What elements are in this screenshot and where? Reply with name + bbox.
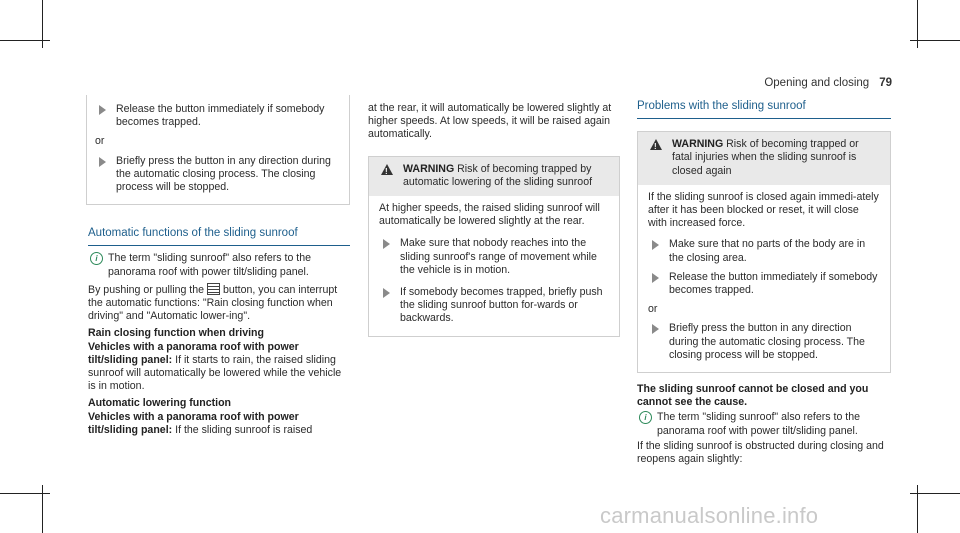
or-label: or: [648, 303, 658, 316]
arrow-icon: [652, 324, 659, 334]
bullet-item: Make sure that nobody reaches into the sliding sunroof's range of movement while the vehicle is in motion.: [379, 237, 609, 277]
warning-body: At higher speeds, the raised sliding sunroof will automatically be lowered slightly at the rear.: [379, 202, 600, 228]
crop-mark: [910, 493, 960, 494]
section-heading: Problems with the sliding sunroof: [637, 100, 891, 119]
instruction-box: [86, 95, 350, 205]
page-number: 79: [879, 77, 892, 89]
sub-heading: Rain closing function when driving: [88, 327, 264, 340]
bullet-item: Release the button immediately if somebody becomes trapped.: [95, 103, 339, 129]
arrow-icon: [652, 240, 659, 250]
crop-mark: [0, 493, 50, 494]
page-header: [764, 77, 892, 89]
arrow-icon: [383, 288, 390, 298]
info-icon: i: [639, 411, 652, 424]
arrow-icon: [99, 105, 106, 115]
bullet-item: Make sure that no parts of the body are in the closing area.: [648, 238, 880, 264]
sub-heading: Automatic lowering function: [88, 397, 232, 410]
arrow-icon: [99, 157, 106, 167]
crop-mark: [0, 40, 50, 41]
bullet-item: Briefly press the button in any direction during the automatic closing process. The closing process will be stopped.: [648, 322, 880, 362]
note: i The term "sliding sunroof" also refers to the panorama roof with power tilt/sliding panel.: [637, 411, 891, 437]
info-icon: i: [90, 252, 103, 265]
section-heading: Automatic functions of the sliding sunroof: [88, 227, 350, 246]
paragraph: If the sliding sunroof is obstructed during closing and reopens again slightly:: [637, 439, 884, 466]
column-2: [368, 102, 620, 337]
crop-mark: [910, 40, 960, 41]
paragraph: at the rear, it will automatically be lowered slightly at higher speeds. At low speeds, it will be raised again automatically.: [368, 102, 612, 141]
note: i The term "sliding sunroof" also refers to the panorama roof with power tilt/sliding panel.: [88, 252, 350, 278]
bullet-item: Release the button immediately if somebody becomes trapped.: [648, 271, 880, 297]
warning-body: If the sliding sunroof is closed again immedi-ately after it has been blocked or reset, it will close with increased force.: [648, 190, 879, 230]
warning-box: [368, 156, 620, 337]
sunroof-button-icon: [207, 283, 220, 295]
paragraph: Vehicles with a panorama roof with power tilt/sliding panel: If it starts to rain, the raised sliding sunroof will automatically be lowered while the vehicle is in motion.: [88, 340, 342, 393]
section-title: Opening and closing: [764, 77, 870, 89]
paragraph: By pushing or pulling the button, you can interrupt the automatic functions: "Rain closing function when driving" and "Automatic lower-ing".: [88, 283, 338, 323]
warning-icon: [650, 139, 662, 150]
paragraph: Vehicles with a panorama roof with power tilt/sliding panel: If the sliding sunroof is raised: [88, 410, 313, 436]
warning-header: ! WARNING Risk of becoming trapped or fatal injuries when the sliding sunroof is closed again: [638, 132, 890, 185]
bullet-item: Briefly press the button in any direction during the automatic closing process. The closing process will be stopped.: [95, 155, 339, 195]
arrow-icon: [383, 239, 390, 249]
column-3: [637, 100, 891, 466]
arrow-icon: [652, 273, 659, 283]
warning-box: [637, 131, 891, 373]
sub-heading: The sliding sunroof cannot be closed and you cannot see the cause.: [637, 383, 869, 409]
watermark: carmanualsonline.info: [600, 503, 819, 528]
bullet-item: If somebody becomes trapped, briefly push the sliding sunroof button for-wards or backwards.: [379, 286, 609, 326]
warning-icon: [381, 164, 393, 175]
or-label: or: [95, 135, 105, 148]
column-1: [88, 95, 350, 437]
warning-header: ! WARNING Risk of becoming trapped by automatic lowering of the sliding sunroof: [369, 157, 619, 196]
